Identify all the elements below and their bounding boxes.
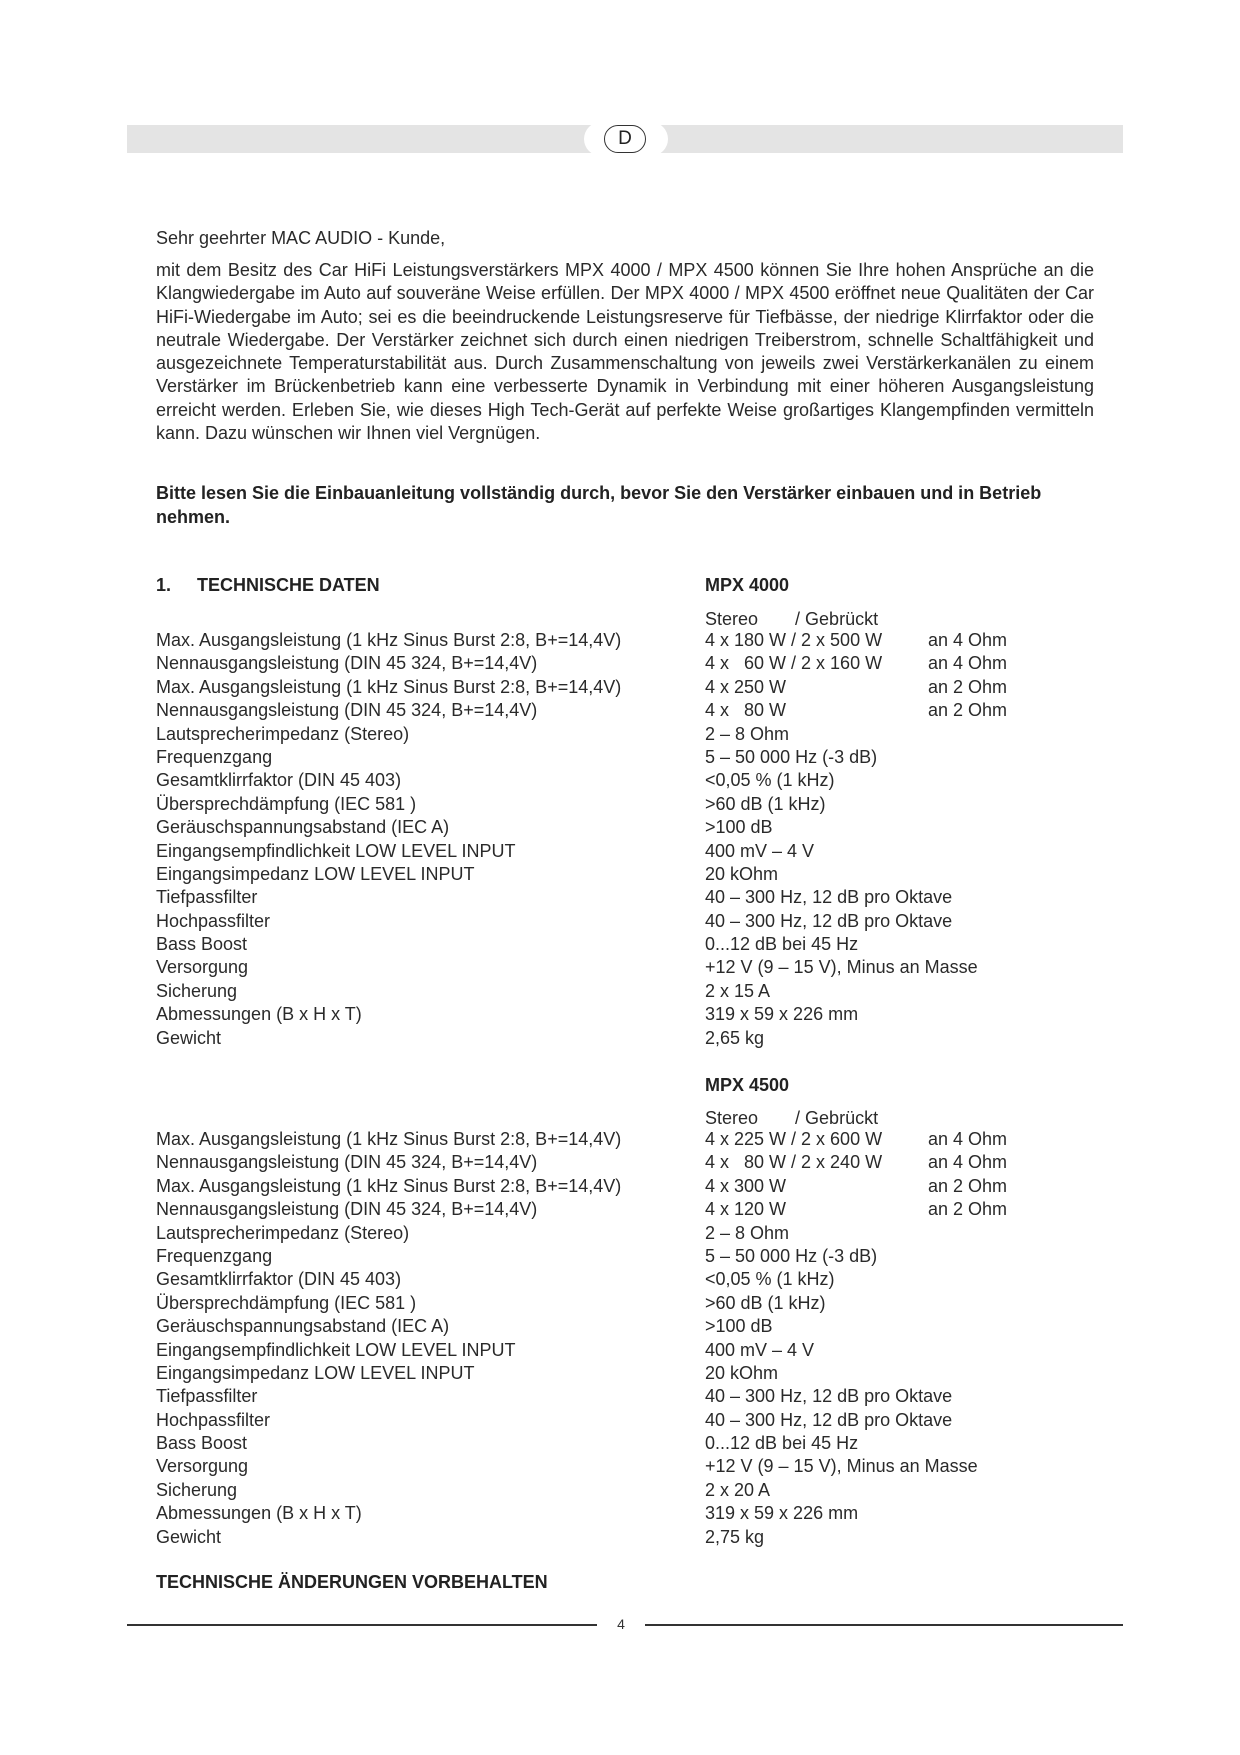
spec-load: an 4 Ohm [928, 630, 1008, 650]
spec-value: 319 x 59 x 226 mm [705, 1004, 859, 1025]
spec-value: +12 V (9 – 15 V), Minus an Masse [705, 957, 978, 978]
spec-label: Nennausgangsleistung (DIN 45 324, B+=14,4V) [156, 700, 538, 721]
spec-label: Gesamtklirrfaktor (DIN 45 403) [156, 770, 402, 791]
model-title-mpx4000: MPX 4000 [705, 575, 790, 595]
spec-label: Max. Ausgangsleistung (1 kHz Sinus Burst 2:8, B+=14,4V) [156, 1175, 622, 1196]
spec-load: an 2 Ohm [928, 1175, 1008, 1196]
spec-value: 400 mV – 4 V [705, 1339, 815, 1360]
spec-value: 40 – 300 Hz, 12 dB pro Oktave [705, 887, 953, 908]
mode-header-bridged: / Gebrückt [795, 1108, 879, 1128]
spec-label: Geräuschspannungsabstand (IEC A) [156, 1316, 450, 1337]
spec-value: 0...12 dB bei 45 Hz [705, 1433, 859, 1454]
spec-value: 40 – 300 Hz, 12 dB pro Oktave [705, 1386, 953, 1407]
spec-label: Lautsprecherimpedanz (Stereo) [156, 1222, 410, 1243]
spec-label: Max. Ausgangsleistung (1 kHz Sinus Burst 2:8, B+=14,4V) [156, 1129, 622, 1149]
spec-label: Abmessungen (B x H x T) [156, 1004, 362, 1025]
spec-value: 4 x 300 W [705, 1175, 787, 1196]
spec-label: Nennausgangsleistung (DIN 45 324, B+=14,4V) [156, 1152, 538, 1173]
spec-value: 4 x 250 W [705, 676, 787, 697]
spec-value: 2 x 15 A [705, 980, 771, 1001]
spec-load: an 4 Ohm [928, 653, 1008, 674]
spec-value: >100 dB [705, 817, 773, 838]
spec-label: Max. Ausgangsleistung (1 kHz Sinus Burst 2:8, B+=14,4V) [156, 630, 622, 650]
spec-value: >60 dB (1 kHz) [705, 1292, 826, 1313]
spec-label: Eingangsempfindlichkeit LOW LEVEL INPUT [156, 1339, 516, 1360]
spec-load: an 4 Ohm [928, 1129, 1008, 1149]
language-badge: D [604, 125, 646, 153]
mode-header-stereo: Stereo [705, 609, 759, 629]
spec-value: 4 x 180 W / 2 x 500 W [705, 630, 883, 650]
spec-load: an 4 Ohm [928, 1152, 1008, 1173]
spec-label: Geräuschspannungsabstand (IEC A) [156, 817, 450, 838]
spec-label: Sicherung [156, 1479, 238, 1500]
spec-label: Versorgung [156, 1456, 249, 1477]
spec-label: Eingangsempfindlichkeit LOW LEVEL INPUT [156, 840, 516, 861]
spec-value: +12 V (9 – 15 V), Minus an Masse [705, 1456, 978, 1477]
spec-value: 2 – 8 Ohm [705, 723, 790, 744]
mode-header-stereo: Stereo [705, 1108, 759, 1128]
spec-label: Frequenzgang [156, 1245, 273, 1266]
spec-label: Gewicht [156, 1027, 222, 1048]
spec-label: Hochpassfilter [156, 910, 271, 931]
spec-label: Tiefpassfilter [156, 1386, 258, 1407]
spec-label: Eingangsimpedanz LOW LEVEL INPUT [156, 1362, 475, 1383]
spec-label: Hochpassfilter [156, 1409, 271, 1430]
spec-value: 20 kOhm [705, 1362, 779, 1383]
spec-label: Übersprechdämpfung (IEC 581 ) [156, 793, 417, 814]
mode-header [705, 1106, 878, 1130]
footer-rule-left [127, 1624, 597, 1626]
spec-value: 4 x 80 W / 2 x 240 W [705, 1152, 883, 1173]
spec-value: 40 – 300 Hz, 12 dB pro Oktave [705, 910, 953, 931]
greeting: Sehr geehrter MAC AUDIO - Kunde, [156, 228, 446, 248]
spec-value: <0,05 % (1 kHz) [705, 770, 835, 791]
spec-label: Gesamtklirrfaktor (DIN 45 403) [156, 1269, 402, 1290]
spec-load: an 2 Ohm [928, 700, 1008, 721]
spec-value: 2,75 kg [705, 1526, 765, 1547]
spec-label: Versorgung [156, 957, 249, 978]
spec-label: Lautsprecherimpedanz (Stereo) [156, 723, 410, 744]
mode-header [705, 607, 878, 631]
spec-value: 4 x 80 W [705, 700, 787, 721]
spec-value: 400 mV – 4 V [705, 840, 815, 861]
spec-label: Nennausgangsleistung (DIN 45 324, B+=14,4V) [156, 1199, 538, 1220]
mode-header-bridged: / Gebrückt [795, 609, 879, 629]
spec-value: 5 – 50 000 Hz (-3 dB) [705, 746, 878, 767]
spec-label: Nennausgangsleistung (DIN 45 324, B+=14,4V) [156, 653, 538, 674]
section-heading [156, 573, 380, 597]
spec-label: Frequenzgang [156, 746, 273, 767]
spec-load: an 2 Ohm [928, 1199, 1008, 1220]
footer-disclaimer: TECHNISCHE ÄNDERUNGEN VORBEHALTEN [156, 1572, 548, 1592]
spec-label: Gewicht [156, 1526, 222, 1547]
spec-label: Abmessungen (B x H x T) [156, 1503, 362, 1524]
footer-rule-right [645, 1624, 1123, 1626]
spec-value: >60 dB (1 kHz) [705, 793, 826, 814]
installation-notice: Bitte lesen Sie die Einbauanleitung vollständig durch, bevor Sie den Verstärker einbauen und in Betrieb nehmen. [156, 483, 1042, 527]
spec-label: Bass Boost [156, 934, 248, 955]
section-title: TECHNISCHE DATEN [197, 575, 380, 595]
spec-value: <0,05 % (1 kHz) [705, 1269, 835, 1290]
spec-value: 2 x 20 A [705, 1479, 771, 1500]
spec-label: Sicherung [156, 980, 238, 1001]
spec-value: 20 kOhm [705, 863, 779, 884]
page-number: 4 [617, 1616, 625, 1632]
spec-value: 0...12 dB bei 45 Hz [705, 934, 859, 955]
spec-label: Eingangsimpedanz LOW LEVEL INPUT [156, 863, 475, 884]
spec-value: 2,65 kg [705, 1027, 765, 1048]
spec-label: Bass Boost [156, 1433, 248, 1454]
model-title-mpx4500: MPX 4500 [705, 1075, 790, 1095]
spec-value: 5 – 50 000 Hz (-3 dB) [705, 1245, 878, 1266]
spec-value: 319 x 59 x 226 mm [705, 1503, 859, 1524]
spec-value: 4 x 60 W / 2 x 160 W [705, 653, 883, 674]
spec-load: an 2 Ohm [928, 676, 1008, 697]
spec-value: 4 x 120 W [705, 1199, 787, 1220]
spec-value: 4 x 225 W / 2 x 600 W [705, 1129, 883, 1149]
spec-value: 2 – 8 Ohm [705, 1222, 790, 1243]
spec-label: Übersprechdämpfung (IEC 581 ) [156, 1292, 417, 1313]
spec-label: Max. Ausgangsleistung (1 kHz Sinus Burst 2:8, B+=14,4V) [156, 676, 622, 697]
spec-value: >100 dB [705, 1316, 773, 1337]
section-number: 1. [156, 575, 172, 595]
spec-label: Tiefpassfilter [156, 887, 258, 908]
spec-value: 40 – 300 Hz, 12 dB pro Oktave [705, 1409, 953, 1430]
intro-paragraph: mit dem Besitz des Car HiFi Leistungsverstärkers MPX 4000 / MPX 4500 können Sie Ihre hohen Ansprüche an die Klangwiedergabe im Auto auf souveräne Weise erfüllen. Der MPX 4000 / MPX 4500 eröffnet neue Qualitäten der Car HiFi-Wiedergabe im Auto; sei es die beeindruckende Leistungsreserve für Tiefbässe, der niedrige Klirrfaktor oder die neutrale Wiedergabe. Der Verstärker zeichnet sich durch einen niedrigen Treiberstrom, schnelle Schaltfähigkeit und ausgezeichnete Temperaturstabilität aus. Durch Zusammenschaltung von jeweils zwei Verstärkerkanälen zu einem Verstärker im Brückenbetrieb kann eine verbesserte Dynamik in Verbindung mit einer höheren Ausgangsleistung erreicht werden. Erleben Sie, wie dieses High Tech-Gerät auf perfekte Weise großartiges Klangempfinden vermitteln kann. Dazu wünschen wir Ihnen viel Vergnügen. [156, 260, 1094, 444]
